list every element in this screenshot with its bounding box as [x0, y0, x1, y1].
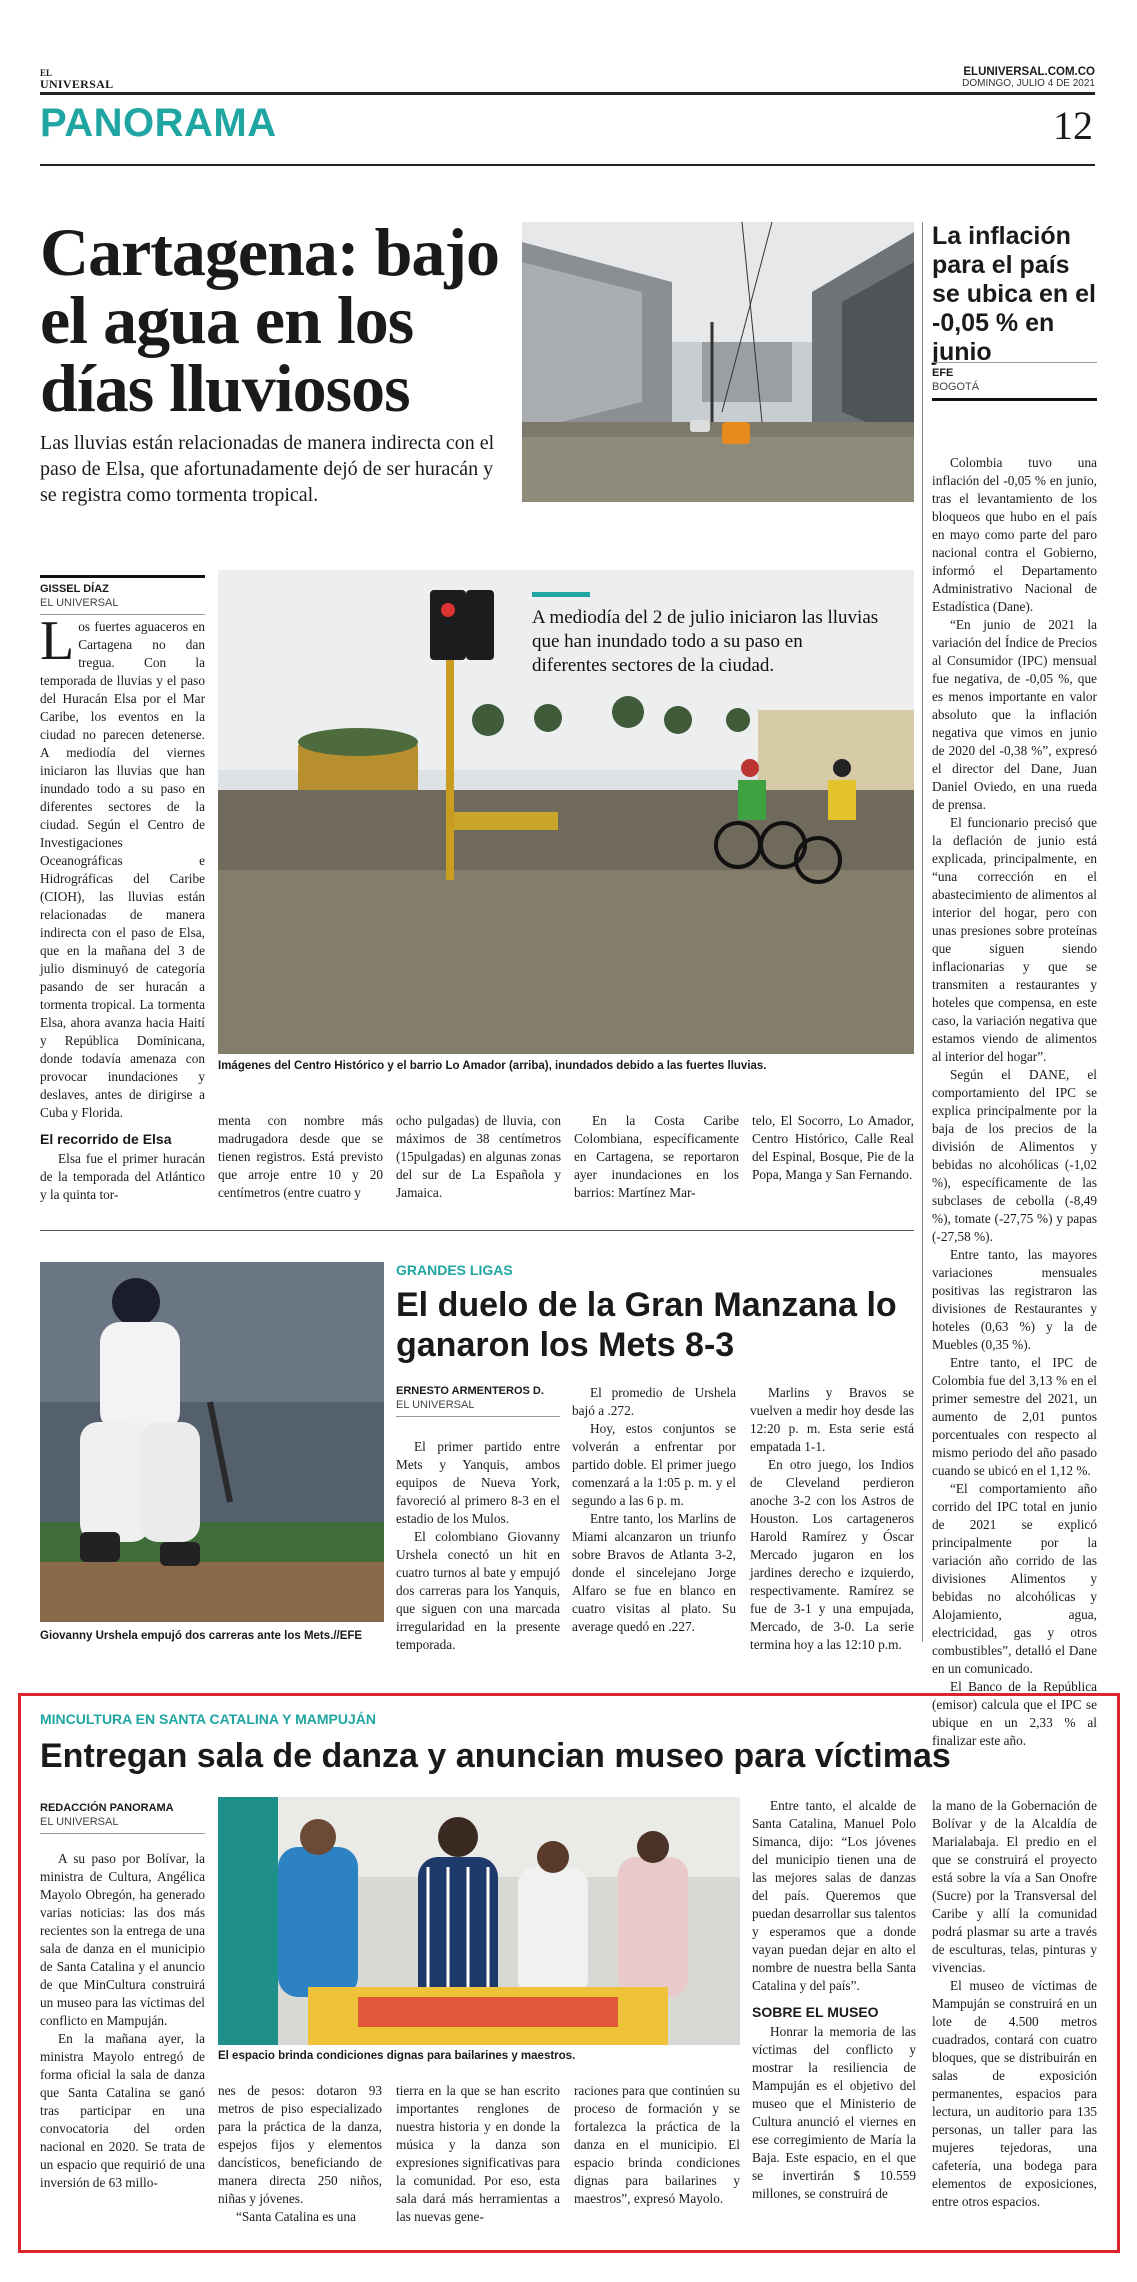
sports-byline [396, 1380, 560, 1417]
main-outlet: EL UNIVERSAL [40, 596, 205, 615]
masthead-logo [40, 68, 113, 90]
sports-col-3: Marlins y Bravos se vuelven a medir hoy desde las 12:20 p. m. Esta serie está empatada 1-1. En otro juego, los Indios de Cleveland perdieron anoche 3-2 con los Astros de Houston. Los cartageneros Harold Ramírez y Óscar Mercado jugaron en los jardines derecho e izquierdo, respectivamente. Ramírez se fue de 3-1 y una empujada, Mercado, de 3-0. La serie termina hoy a las 12:10 p.m. [750, 1385, 914, 1652]
main-col-1 [40, 610, 205, 1204]
sidebar-city: BOGOTÁ [932, 381, 980, 393]
main-col-2: menta con nombre más madrugadora desde que se tienen registros. Está previsto que arroje entre 10 y 20 centímetros (entre cuatro y [218, 1113, 383, 1200]
main-col1-p1: Los fuertes aguaceros en Cartagena no dan tregua. Con la temporada de lluvias y el paso del Huracán Elsa por el Mar Caribe, los eventos en la ciudad no parecen detenerse. A mediodía del viernes iniciaron las lluvias que han inundado todo a su paso en diferentes sectores de la ciudad. Según el Centro de Investigaciones Oceanográficas e Hidrográficas del Caribe (CIOH), las lluvias están relacionadas de manera indirecta con el paso de Elsa, que en la mañana del 3 de julio disminuyó de categoría pasando de ser huracán a tormenta tropical. La tormenta Elsa, ahora avanza hacia Haití y República Dominicana, donde todavía amenaza con provocar inundaciones y deslaves, antes de dirigirse a Cuba y Florida. [40, 610, 205, 1120]
sidebar-byline [932, 358, 1097, 401]
header-site [962, 66, 1095, 89]
main-col1-p2: Elsa fue el primer huracán de la temporada del Atlántico y la quinta tor- [40, 1151, 205, 1202]
main-author: GISSEL DÍAZ [40, 583, 109, 595]
culture-col-5: Entre tanto, el alcalde de Santa Catalina, Manuel Polo Simanca, dijo: “Los jóvenes del municipio tienen una de las mejores salas de danzas del país. Queremos que puedan desarrollar sus talentos y esperamos que a donde vayan puedan dejar en alto el nombre de nuestra bella Santa Catalina y del país”. SOBRE EL MUSEO Honrar la memoria de las víctimas del conflicto y mostrar la resiliencia de Mampuján es el objetivo del museo que el Ministerio de Cultura anunció el viernes en ese corregimiento de María la Baja. Este espacio, en el que se invertirán $ 10.559 millones, se construirá de [752, 1798, 916, 2201]
sports-top-rule [40, 1230, 914, 1231]
main-col-3: ocho pulgadas) de lluvia, con máximos de 38 centímetros (15pulgadas) en algunas zonas del sur de La Española y Jamaica. [396, 1113, 561, 1200]
drop-cap: L [40, 610, 75, 672]
edition-date: DOMINGO, JULIO 4 DE 2021 [962, 78, 1095, 89]
sports-col-1: El primer partido entre Mets y Yanquis, ambos equipos de Nueva York, favoreció al primero 8-3 en el estadio de los Mulos. El colombiano Giovanny Urshela conectó un hit en cuatro turnos al bate y empujó dos carreras para los Yanquis, que siguen con una marcada irregularidad en la presente temporada. [396, 1439, 560, 1652]
culture-col-1: A su paso por Bolívar, la ministra de Cultura, Angélica Mayolo Obregón, ha generado varias noticias: las dos más recientes son la entrega de una sala de danza en el municipio de Santa Catalina y el anuncio de que MinCultura construirá un museo para las víctimas del conflicto en Mampuján. En la mañana ayer, la ministra Mayolo entregó de forma oficial la sala de danza que Santa Catalina se ganó tras participar en una convocatoria del orden nacional en 2020. Se trata de un espacio que requirió de una inversión de 63 millo- [40, 1851, 205, 2190]
culture-col-4: raciones para que continúen su proceso de formación y se fortalezca la práctica de la danza en el municipio. El espacio brinda condiciones dignas para bailarines y maestros”, expresó Mayolo. [574, 2083, 740, 2206]
culture-byline [40, 1797, 205, 1834]
pullquote-rule [532, 592, 590, 597]
main-col1-subhead: El recorrido de Elsa [40, 1131, 172, 1147]
sports-headline: El duelo de la Gran Manzana lo ganaron los Mets 8-3 [396, 1286, 897, 1364]
logo-line-2: UNIVERSAL [40, 77, 114, 91]
page-number: 12 [1053, 103, 1093, 148]
sports-author: ERNESTO ARMENTEROS D. [396, 1385, 544, 1397]
sidebar-divider [922, 222, 923, 1642]
sidebar-body: Colombia tuvo una inflación del -0,05 % en junio, tras el levantamiento de los bloqueos que hubo en el país en mayo como parte del paro nacional contra el Gobierno, informó el Departamento Administrativo Nacional de Estadística (Dane). “En junio de 2021 la variación del Índice de Precios al Consumidor (IPC) mensual fue negativa, de -0,05 %, que es menos importante en valor absoluto que la inflación negativa que vimos en junio de 2020 del -0,38 %”, expresó el director del Dane, Juan Daniel Oviedo, en una rueda de prensa. El funcionario precisó que la deflación de junio está explicada, principalmente, en “una corrección en el abastecimiento de alimentos al interior del hogar, pero con unas presiones sobre proteínas que siguen siendo inflacionarias y que se transmiten a restaurantes y hoteles que compensa, en este caso, la variación negativa que estamos viendo de alimentos al interior del hogar”. Según el DANE, el comportamiento del IPC se explica principalmente por la baja de los precios de la división de Alimentos y bebidas no alcohólicas (-1,02 %), específicamente de las subclases de cebolla (-8,49 %), tomate (-27,75 %) y papas (-27,58 %). Entre tanto, las mayores variaciones mensuales positivas las registraron las divisiones de Restaurantes y hoteles (0,63 %) y la de Muebles (0,35 %). Entre tanto, el IPC de Colombia fue del 3,13 % en el primer semestre del 2021, un aumento de 2,01 puntos porcentuales con respecto al mismo periodo del año pasado cuando se ubicó en el 1,12 %. “El comportamiento año corrido del IPC total en junio de 2021 se explicó principalmente por la variación año corrido de las divisiones Alimentos y bebidas no alcohólicas y Alojamiento, agua, electricidad, gas y otros combustibles”, detalló el Dane en un comunicado. El Banco de la República (emisor) calcula que el IPC se ubique en un 2,33 % al finalizar este año. [932, 455, 1097, 1748]
pullquote: A mediodía del 2 de julio iniciaron las lluvias que han inundado todo a su paso en diferentes sectores de la ciudad. [532, 607, 879, 676]
culture-col-2: nes de pesos: dotaron 93 metros de piso especializado para la práctica de la danza, espejos fijos y elementos dancísticos, beneficiando de manera directa 250 niños, niñas y jóvenes. “Santa Catalina es una [218, 2083, 382, 2224]
dance-hall-caption: El espacio brinda condiciones dignas para bailarines y maestros. [218, 2050, 576, 2062]
header-bottom-rule [40, 164, 1095, 166]
main-col-4: En la Costa Caribe Colombiana, específicamente en Cartagena, se reportaron ayer inundaciones en los barrios: Martínez Mar- [574, 1113, 739, 1200]
sidebar-headline: La inflación para el país se ubica en el -0,05 % en junio [932, 222, 1096, 366]
culture-col-6: la mano de la Gobernación de Bolívar y de la Alcaldía de Marialabaja. El predio en el que se construirá el proyecto está sobre la vía a San Onofre (Sucre) por la Transversal del Caribe y allí la comunidad podrá plasmar su arte a través de esculturas, telas, pinturas y vivencias. El museo de víctimas de Mampuján se construirá en un lote de 4.500 metros cuadrados, contará con cuatro bloques, que se distribuirán en salas de exposición permanentes, espacios para lectura, un auditorio para 135 personas, un taller para las mujeres tejedoras, una cafetería, una bodega para elementos de exposiciones, entre otros espacios. [932, 1798, 1097, 2209]
dance-hall-photo [218, 1797, 740, 2045]
culture-subhead: SOBRE EL MUSEO [752, 2004, 879, 2020]
sports-outlet: EL UNIVERSAL [396, 1398, 560, 1417]
culture-author: REDACCIÓN PANORAMA [40, 1802, 174, 1814]
sidebar-agency: EFE [932, 362, 1097, 380]
flooded-street-photo [522, 222, 914, 502]
culture-headline: Entregan sala de danza y anuncian museo para víctimas [40, 1737, 951, 1775]
main-deck: Las lluvias están relacionadas de manera indirecta con el paso de Elsa, que afortunadamente dejó de ser huracán y se registra como tormenta tropical. [40, 432, 495, 506]
historic-center-caption: Imágenes del Centro Histórico y el barrio Lo Amador (arriba), inundados debido a las fuertes lluvias. [218, 1060, 767, 1072]
sports-kicker: GRANDES LIGAS [396, 1262, 513, 1278]
site-url: ELUNIVERSAL.COM.CO [963, 66, 1095, 78]
culture-col-3: tierra en la que se han escrito importantes renglones de nuestra historia y en donde la música y la danza son expresiones significativas para la comunidad. Por eso, esta sala dará más herramientas a las nuevas gene- [396, 2083, 560, 2224]
section-title: PANORAMA [40, 101, 277, 145]
urshela-caption: Giovanny Urshela empujó dos carreras ante los Mets.//EFE [40, 1630, 363, 1642]
urshela-photo [40, 1262, 384, 1622]
main-headline: Cartagena: bajo el agua en los días lluviosos [40, 214, 500, 426]
header-top-rule [40, 92, 1095, 95]
sports-col-2: El promedio de Urshela bajó a .272. Hoy, estos conjuntos se volverán a enfrentar por partido doble. El primer juego comenzará a la 1:05 p. m. y el segundo a las 6 p. m. Entre tanto, los Marlins de Miami alcanzaron un triunfo sobre Bravos de Atlanta 3-2, donde el sincelejano Jorge Alfaro se fue en blanco en cuatro visitas al plato. Su average quedó en .227. [572, 1385, 736, 1634]
main-byline [40, 575, 205, 615]
logo-line-1: EL [40, 68, 53, 78]
main-col-5: telo, El Socorro, Lo Amador, Centro Histórico, Calle Real del Espinal, Bosque, Pie de la Popa, Manga y San Fernando. [752, 1113, 914, 1182]
culture-outlet: EL UNIVERSAL [40, 1815, 205, 1834]
culture-kicker: MINCULTURA EN SANTA CATALINA Y MAMPUJÁN [40, 1711, 376, 1727]
